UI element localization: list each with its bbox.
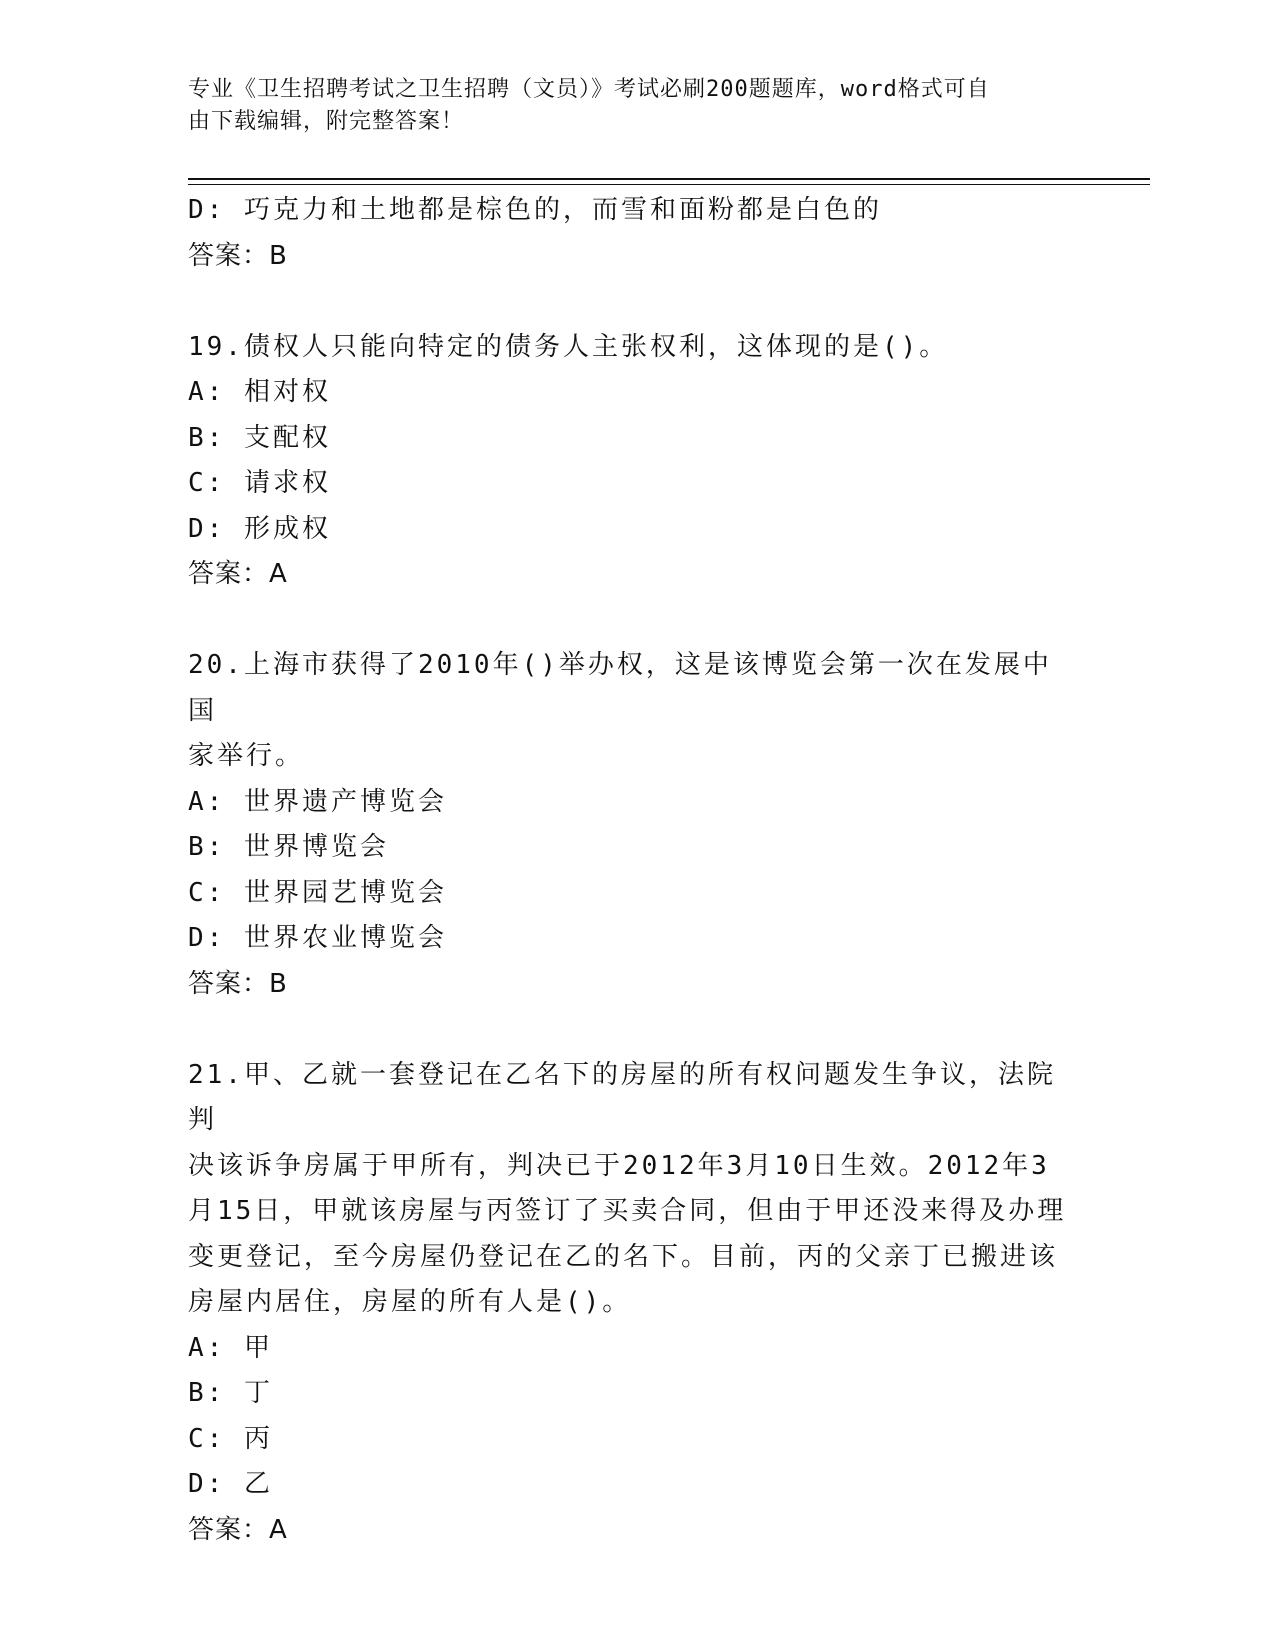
- option-b: B: 丁: [188, 1378, 273, 1408]
- prev-question-answer: 答案：B: [188, 240, 288, 271]
- question-19: [188, 325, 1088, 598]
- header-line-1: 专业《卫生招聘考试之卫生招聘（文员）》考试必刷200题题库，word格式可自: [188, 77, 990, 102]
- question-stem: 19.债权人只能向特定的债务人主张权利，这体现的是()。: [188, 331, 949, 362]
- spacer: [188, 279, 1088, 325]
- question-stem-line-1: 20.上海市获得了2010年()举办权，这是该博览会第一次在发展中国: [188, 650, 1052, 726]
- option-d: D: 世界农业博览会: [188, 923, 447, 953]
- question-stem-line-3: 月15日，甲就该房屋与丙签订了买卖合同，但由于甲还没来得及办理: [188, 1196, 1067, 1226]
- spacer: [188, 1007, 1088, 1053]
- header-divider-thick: [188, 178, 1150, 180]
- question-21: [188, 1053, 1088, 1554]
- question-20: [188, 643, 1088, 1007]
- question-stem-line-4: 变更登记，至今房屋仍登记在乙的名下。目前，丙的父亲丁已搬进该: [188, 1241, 1059, 1272]
- option-d: D: 乙: [188, 1469, 273, 1499]
- spacer: [188, 598, 1088, 644]
- option-b: B: 支配权: [188, 422, 331, 453]
- option-d: D: 形成权: [188, 513, 331, 544]
- question-stem-line-2: 家举行。: [188, 741, 305, 771]
- option-c: C: 请求权: [188, 468, 331, 498]
- header-divider-thin: [188, 184, 1150, 185]
- answer-line: 答案：B: [188, 968, 288, 999]
- option-a: A: 甲: [188, 1332, 273, 1363]
- answer-line: 答案：A: [188, 559, 288, 589]
- prev-question-option-d: D: 巧克力和土地都是棕色的，而雪和面粉都是白色的: [188, 195, 882, 225]
- option-c: C: 世界园艺博览会: [188, 877, 447, 908]
- answer-line: 答案：A: [188, 1514, 288, 1545]
- document-header: [188, 74, 1068, 138]
- option-a: A: 相对权: [188, 377, 331, 407]
- option-b: B: 世界博览会: [188, 832, 389, 862]
- question-stem-line-2: 决该诉争房属于甲所有，判决已于2012年3月10日生效。2012年3: [188, 1150, 1050, 1181]
- option-a: A: 世界遗产博览会: [188, 786, 447, 817]
- question-list: [188, 188, 1088, 1553]
- question-stem-line-1: 21.甲、乙就一套登记在乙名下的房屋的所有权问题发生争议，法院判: [188, 1059, 1056, 1135]
- header-line-2: 由下载编辑，附完整答案！: [188, 109, 465, 134]
- option-c: C: 丙: [188, 1423, 273, 1454]
- question-stem-line-5: 房屋内居住，房屋的所有人是()。: [188, 1287, 632, 1317]
